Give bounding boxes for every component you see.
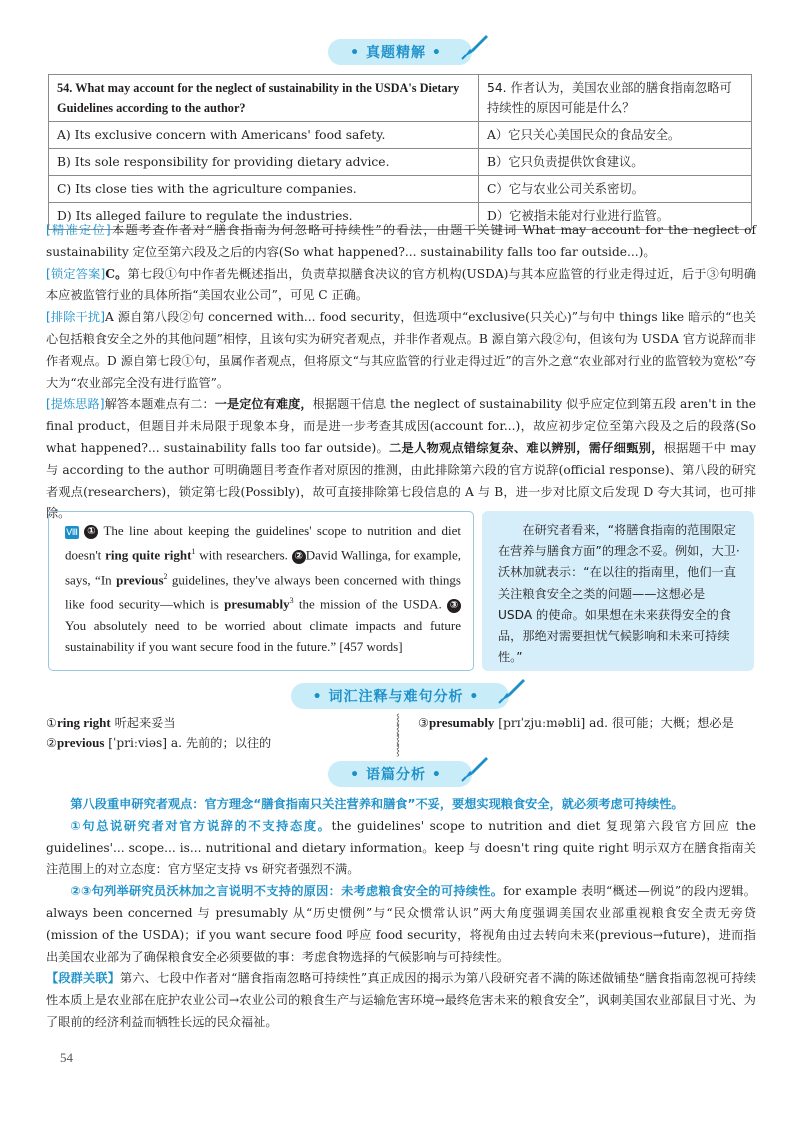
vocab-def: [ˈpriːviəs] a. 先前的；以往的 (104, 736, 272, 750)
analysis-exclude (46, 307, 756, 394)
discourse-text: for example 表明“概述—例说”的段内逻辑。always been concerned 与 presumably 从“历史惯例”与“民众惯常认识”两大角度强调美国农业部重视粮食安全责无旁贷(mission of the USDA)；if you want secure food 呼应 food security，将视角由过去转向未来(previous→future)，进而指出美国农业部为了确保粮食安全必须要做的事：考虑食物选择的气候影响与可持续性。 (46, 884, 756, 964)
vocab-word: presumably (224, 596, 290, 612)
word-count: [457 words] (339, 639, 403, 654)
discourse-main: 第八段重申研究者观点：官方理念“膳食指南只关注营养和膳食”不妥，要想实现粮食安全，就必须考虑可持续性。 (70, 797, 684, 811)
vocab-word: previous (56, 735, 105, 750)
question-row (49, 75, 752, 122)
question-table (48, 74, 752, 230)
brush-icon (460, 31, 490, 61)
option-zh: A）它只关心美国民众的食品安全。 (479, 122, 752, 149)
vocab-item (418, 713, 758, 733)
banner-title: • 词汇注释与难句分析 • (312, 689, 480, 705)
option-row (49, 176, 752, 203)
footnote-mark: 3 (289, 596, 294, 606)
vocab-word: ring quite right (105, 547, 192, 563)
analysis-answer (46, 264, 756, 308)
sentence-number: ② (292, 550, 306, 564)
passage-text: The line about keeping the guidelines' scope to nutrition and diet doesn't (65, 523, 461, 563)
section-banner-discourse (0, 760, 800, 788)
analysis-tag: [排除干扰] (46, 310, 105, 325)
analysis-bold: 一是定位有难度， (214, 397, 313, 412)
sentence-number: ③ (447, 599, 461, 613)
page-number: 54 (60, 1050, 73, 1065)
column-separator: ⸾ ⸾ ⸾ ⸾ (396, 713, 400, 756)
discourse-tag: 【段群关联】 (46, 971, 121, 986)
option-zh: B）它只负责提供饮食建议。 (479, 149, 752, 176)
passage-text: with researchers. (195, 547, 288, 563)
brush-icon (460, 753, 490, 783)
paragraph-label-icon: Ⅷ (66, 527, 78, 537)
banner-title: • 语篇分析 • (350, 767, 442, 783)
option-row (49, 149, 752, 176)
analysis-text: A 源自第八段②句 concerned with... food security，但选项中“exclusive(只关心)”与句中 things like 暗示的“也关心包括粮食安全之外的其他问题”相悖，且该句实为研究者观点，并非作者观点。B 源自第六段②句，但该句为 USDA 官方说辞而非作者观点。D 源自第七段①句，虽属作者观点，但将原文“与其应监管的行业走得过近”的言外之意“农业部对行业的监管较为宽松”夸大为“农业部完全没有进行监管”。 (46, 310, 756, 390)
option-row (49, 122, 752, 149)
vocab-item (46, 733, 386, 753)
passage-text: the mission of the USDA. (293, 596, 442, 612)
question-zh: 54. 作者认为，美国农业部的膳食指南忽略可持续性的原因可能是什么？ (479, 75, 752, 122)
passage-text: guidelines, they've always been concerned with things like food security—which is (65, 572, 461, 612)
analysis-bold: 二是人物观点错综复杂、难以辨别，需仔细甄别， (389, 440, 664, 455)
discourse-point-2 (46, 881, 756, 968)
passage-text: David Wallinga, for example, says, “In (65, 547, 461, 588)
section-banner-exam-analysis (0, 38, 800, 66)
sentence-number: ① (84, 525, 98, 539)
vocab-def: [prɪˈzjuːməbli] ad. 很可能；大概；想必是 (494, 716, 734, 730)
option-zh: D）它被指未能对行业进行监管。 (479, 203, 752, 230)
vocab-mark: ③ (418, 716, 429, 730)
analysis-tag: [提炼思路] (46, 397, 105, 412)
translation-text: 在研究者看来，“将膳食指南的范围限定在营养与膳食方面”的理念不妥。例如，大卫·沃林加就表示：“在以往的指南里，他们一直关注粮食安全之类的问题——这想必是 USDA 的使命。如果想在未来获得安全的食品，那绝对需要担忧气候影响和未来可持续性。” (498, 523, 740, 665)
analysis-tag: [锁定答案] (46, 266, 106, 281)
discourse-text: the guidelines' scope to nutrition and diet 复现第六段官方回应 the guidelines'... scope... is... nutritional and dietary information。keep 与 doesn't ring quite right 明示双方在膳食指南关注范围上的对立态度：官方坚定支持 vs 研究者强烈不满。 (46, 818, 756, 877)
vocab-column (46, 713, 386, 753)
analysis-text: 第七段①句中作者先概述指出，负责草拟膳食决议的官方机构(USDA)与其本应监管的行业走得过近，后于③句明确本应被监管行业的具体所指“美国农业公司”，可见 C 正确。 (46, 266, 757, 303)
analysis-block (46, 220, 756, 525)
discourse-point-1 (46, 816, 756, 881)
footnote-mark: 1 (191, 547, 196, 557)
question-en: 54. What may account for the neglect of sustainability in the USDA's Dietary Guidelines according to the author? (49, 75, 479, 122)
analysis-text: 本题考查作者对“膳食指南为何忽略可持续性”的看法，由题干关键词 What may account for the neglect of sustainability 定位至第六段及之后的内容(So what happened?... sustainability falls too far outside...)。 (46, 223, 757, 259)
brush-icon (497, 675, 527, 705)
vocab-item (46, 713, 386, 733)
answer-letter: C。 (105, 266, 128, 281)
vocab-def: 听起来妥当 (110, 716, 176, 730)
vocab-column (418, 713, 758, 733)
analysis-text: 根据题干中 may 与 according to the author 可明确题目考查作者对原因的推测，由此排除第六段的官方说辞(official response)、第八段的研究者观点(researchers)，锁定第七段(Possibly)，故可直接排除第七段信息的 A 与 B，进一步对比原文后发现 D 夸大其词，也可排除。 (46, 440, 756, 521)
analysis-thinking (46, 394, 756, 525)
analysis-tag: [精准定位] (46, 223, 111, 237)
banner-title: • 真题精解 • (350, 45, 442, 61)
discourse-block (46, 794, 756, 1034)
passage-box (48, 511, 474, 671)
discourse-head: ①句总说研究者对官方说辞的不支持态度。 (70, 818, 332, 833)
option-en: A) Its exclusive concern with Americans' food safety. (49, 122, 479, 149)
option-en: B) Its sole responsibility for providing dietary advice. (49, 149, 479, 176)
vocab-word: ring right (56, 715, 111, 730)
translation-box (482, 511, 754, 671)
option-en: D) Its alleged failure to regulate the industries. (49, 203, 479, 230)
option-zh: C）它与农业公司关系密切。 (479, 176, 752, 203)
vocab-mark: ① (46, 716, 57, 730)
passage-text: You absolutely need to be worried about climate impacts and future sustainability if you want secure food in the future.” (65, 617, 461, 654)
vocab-mark: ② (46, 736, 57, 750)
section-banner-vocab (0, 682, 800, 710)
footnote-mark: 2 (163, 571, 168, 581)
analysis-text: 解答本题难点有二： (104, 397, 215, 412)
analysis-text: 根据题干信息 the neglect of sustainability 似乎应定位到第五段 aren't in the final product，但题目并未局限于现象本身，而是进一步考查其成因(account for...)，故应初步定位至第六段及之后的段落(So what happened?... sustainability falls too far outside)。 (46, 397, 757, 455)
discourse-head: ②③句列举研究员沃林加之言说明不支持的原因：未考虑粮食安全的可持续性。 (70, 884, 504, 899)
analysis-locate (46, 220, 756, 264)
vocab-word: previous (116, 572, 164, 588)
discourse-text: 第六、七段中作者对“膳食指南忽略可持续性”真正成因的揭示为第八段研究者不满的陈述做铺垫“膳食指南忽视可持续性本质上是农业部在庇护农业公司→农业公司的粮食生产与运输危害环境→最终危害未来的粮食安全”，讽刺美国农业部鼠目寸光、为了眼前的经济利益而牺牲长远的民众福祉。 (46, 971, 756, 1029)
option-en: C) Its close ties with the agriculture companies. (49, 176, 479, 203)
vocab-word: presumably (428, 715, 495, 730)
discourse-link (46, 968, 756, 1033)
